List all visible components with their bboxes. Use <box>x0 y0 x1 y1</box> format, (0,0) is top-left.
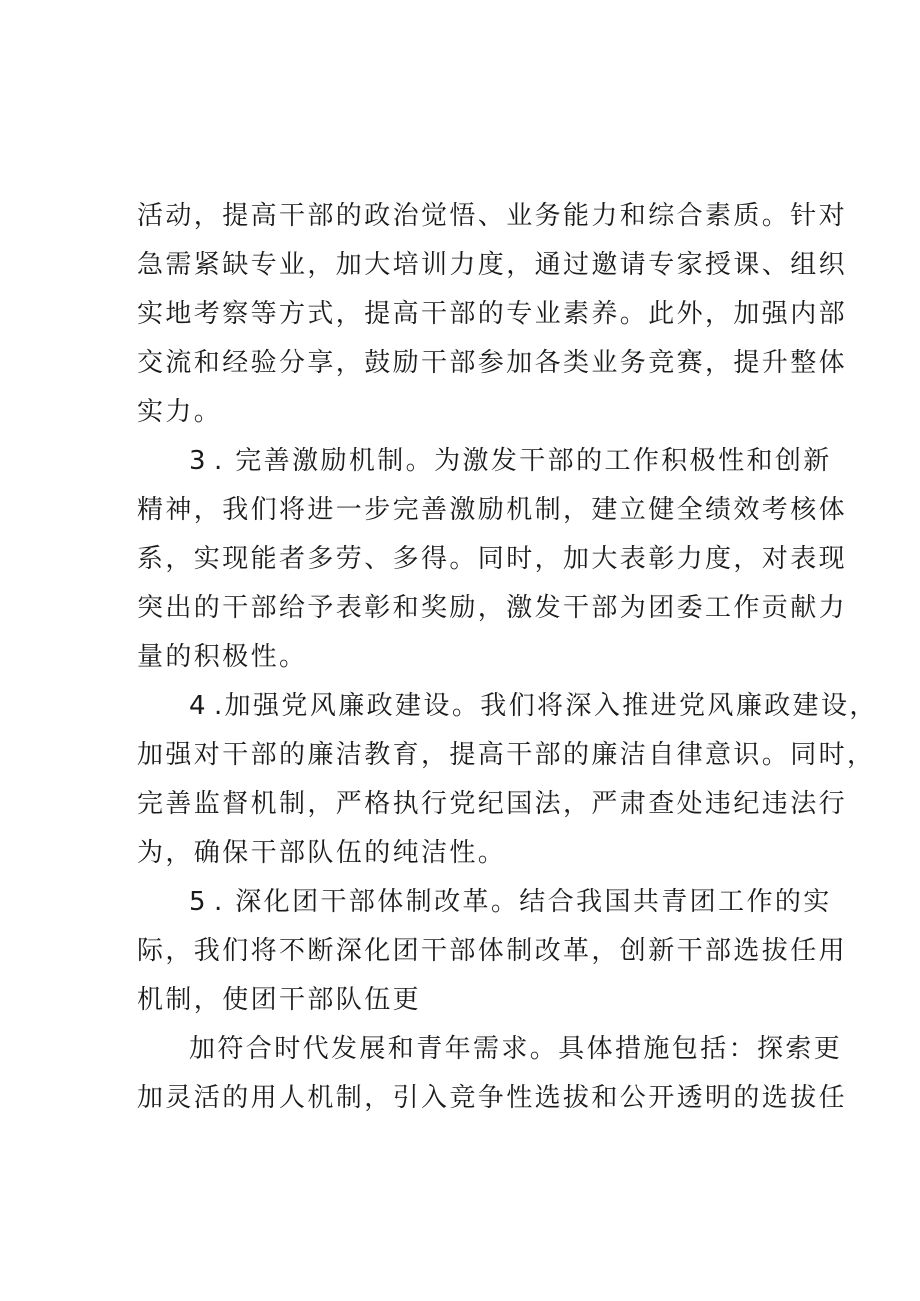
text-line: 量的积极性。 <box>137 642 308 672</box>
item-number: 4 <box>189 691 208 721</box>
paragraph-incentive <box>137 437 848 682</box>
text-line: 加灵活的用人机制，引入竞争性选拔和公开透明的选拔任 <box>137 1083 848 1113</box>
text-line: 机制，使团干部队伍更 <box>137 985 422 1015</box>
text-line: 加强对干部的廉洁教育，提高干部的廉洁自律意识。同时， <box>137 740 876 770</box>
text-line: 交流和经验分享，鼓励干部参加各类业务竞赛，提升整体 <box>137 348 848 378</box>
item-number: 3 <box>189 446 208 476</box>
text-line: 急需紧缺专业，加大培训力度，通过邀请专家授课、组织 <box>137 250 848 280</box>
item-text: . 完善激励机制。为激发干部的工作积极性和创新 <box>213 446 832 476</box>
item-text: . 深化团干部体制改革。结合我国共青团工作的实 <box>213 887 832 917</box>
text-line: 精神，我们将进一步完善激励机制，建立健全绩效考核体 <box>137 495 848 525</box>
paragraph-integrity <box>137 682 878 878</box>
text-line: 实力。 <box>137 397 223 427</box>
text-line: 突出的干部给予表彰和奖励，激发干部为团委工作贡献力 <box>137 593 848 623</box>
item-text: .加强党风廉政建设。我们将深入推进党风廉政建设， <box>213 691 878 721</box>
paragraph-reform <box>137 878 848 1025</box>
item-number: 5 <box>189 887 208 917</box>
text-line: 加符合时代发展和青年需求。具体措施包括：探索更 <box>189 1034 843 1064</box>
text-line: 完善监督机制，严格执行党纪国法，严肃查处违纪违法行 <box>137 789 848 819</box>
paragraph-measures <box>137 1025 848 1123</box>
text-line: 系，实现能者多劳、多得。同时，加大表彰力度，对表现 <box>137 544 848 574</box>
text-line: 为，确保干部队伍的纯洁性。 <box>137 838 507 868</box>
text-line: 实地考察等方式，提高干部的专业素养。此外，加强内部 <box>137 299 848 329</box>
text-line <box>137 682 878 731</box>
text-line <box>137 437 832 486</box>
document-body <box>137 192 878 1123</box>
text-line: 际，我们将不断深化团干部体制改革，创新干部选拔任用 <box>137 936 848 966</box>
text-line: 活动，提高干部的政治觉悟、业务能力和综合素质。针对 <box>137 201 848 231</box>
text-line <box>137 878 832 927</box>
paragraph-training <box>137 192 848 437</box>
